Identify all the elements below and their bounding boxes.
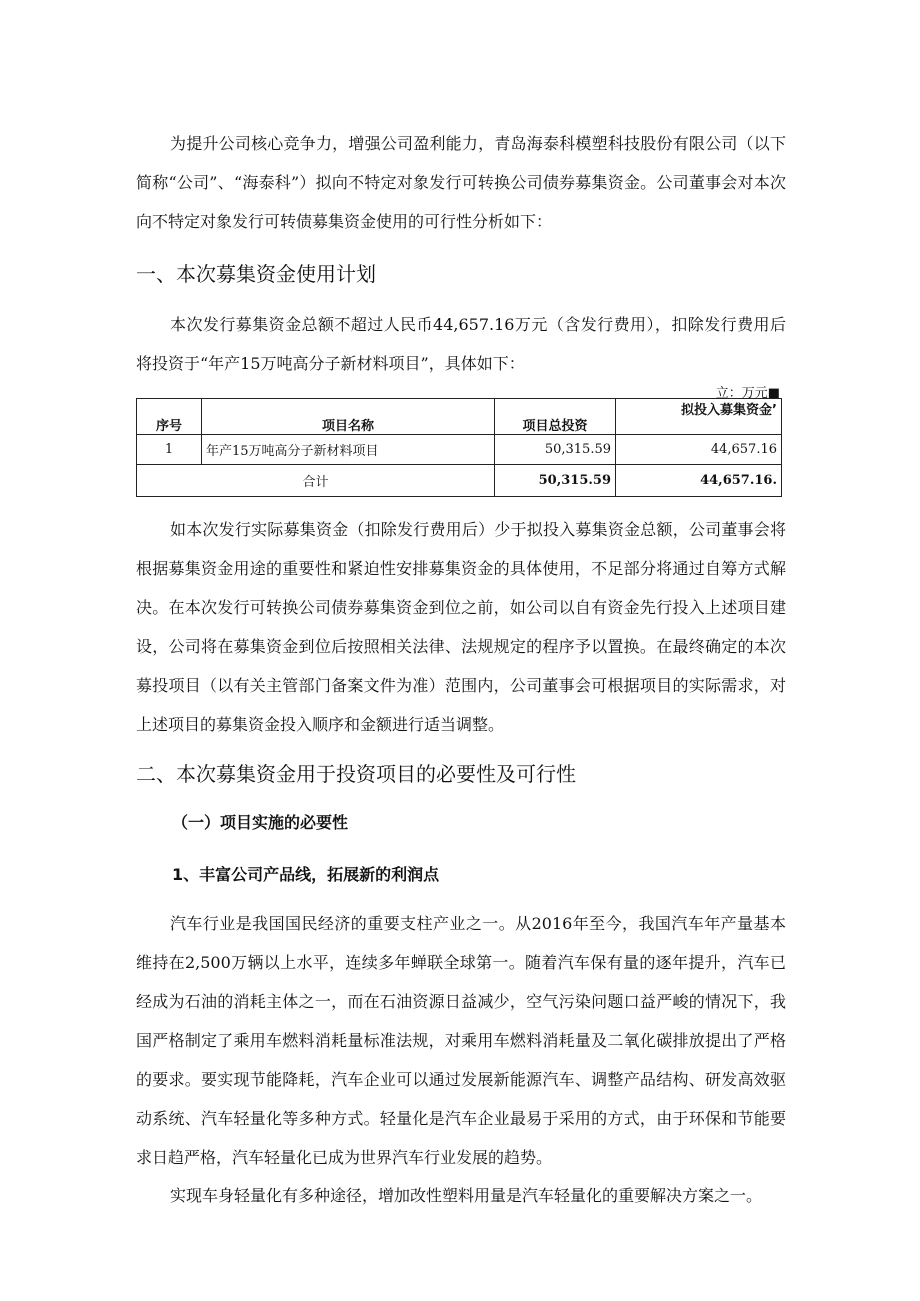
intro-paragraph: 为提升公司核心竞争力，增强公司盈利能力，青岛海泰科模塑科技股份有限公司（以下简称“公司”、“海泰科”）拟向不特定对象发行可转换公司债券募集资金。公司董事会对本次向不特定对象发行可转债募集资金使用的可行性分析如下： (136, 134, 786, 231)
table-sum-row (137, 465, 782, 497)
sum-label: 合计 (137, 465, 495, 497)
cell-total: 50,315.59 (495, 435, 616, 465)
subsection-heading: （一）项目实施的必要性 (172, 813, 349, 832)
table-unit-label: 立：万元■ (715, 386, 780, 401)
section1-paragraph2: 如本次发行实际募集资金（扣除发行费用后）少于拟投入募集资金总额，公司董事会将根据募集资金用途的重要性和紧迫性安排募集资金的具体使用，不足部分将通过自筹方式解决。在本次发行可转换公司债券募集资金到位之前，如公司以自有资金先行投入上述项目建设，公司将在募集资金到位后按照相关法律、法规规定的程序予以置换。在最终确定的本次募投项目（以有关主管部门备案文件为准）范围内，公司董事会可根据项目的实际需求，对上述项目的募集资金投入顺序和金额进行适当调整。 (136, 520, 786, 734)
sum-total: 50,315.59 (495, 465, 616, 497)
section2-paragraph1: 汽车行业是我国国民经济的重要支柱产业之一。从2016年至今，我国汽车年产量基本维持在2,500万辆以上水平，连续多年蝉联全球第一。随着汽车保有量的逐年提升，汽车已经成为石油的消耗主体之一，而在石油资源日益减少，空气污染问题口益严峻的情况下，我国严格制定了乘用车燃料消耗量标准法规，对乘用车燃料消耗量及二氧化碳排放提出了严格的要求。要实现节能降耗，汽车企业可以通过发展新能源汽车、调整产品结构、研发高效驱动系统、汽车轻量化等多种方式。轻量化是汽车企业最易于采用的方式，由于环保和节能要求日趋严格，汽车轻量化已成为世界汽车行业发展的趋势。 (136, 914, 786, 1167)
table-row (137, 435, 782, 465)
header-total: 项目总投资 (495, 399, 616, 435)
section1-paragraph1: 本次发行募集资金总额不超过人民币44,657.16万元（含发行费用），扣除发行费用后将投资于“年产15万吨高分子新材料项目”，具体如下： (136, 315, 786, 373)
section2-heading: 二、本次募集资金用于投资项目的必要性及可行性 (136, 762, 576, 786)
funds-table (136, 398, 782, 497)
cell-raise: 44,657.16 (616, 435, 782, 465)
header-no: 序号 (137, 399, 202, 435)
cell-name: 年产15万吨高分子新材料项目 (202, 435, 495, 465)
header-name: 项目名称 (202, 399, 495, 435)
section2-paragraph2: 实现车身轻量化有多种途径，增加改性塑料用量是汽车轻量化的重要解决方案之一。 (170, 1186, 763, 1205)
table-header-row (137, 399, 782, 435)
section1-heading: 一、本次募集资金使用计划 (136, 262, 376, 286)
cell-no: 1 (137, 435, 202, 465)
subsubsection-heading: 1、丰富公司产品线，拓展新的利润点 (172, 865, 440, 884)
header-raise: 拟投入募集资金’ (616, 399, 782, 435)
sum-raise: 44,657.16. (616, 465, 782, 497)
